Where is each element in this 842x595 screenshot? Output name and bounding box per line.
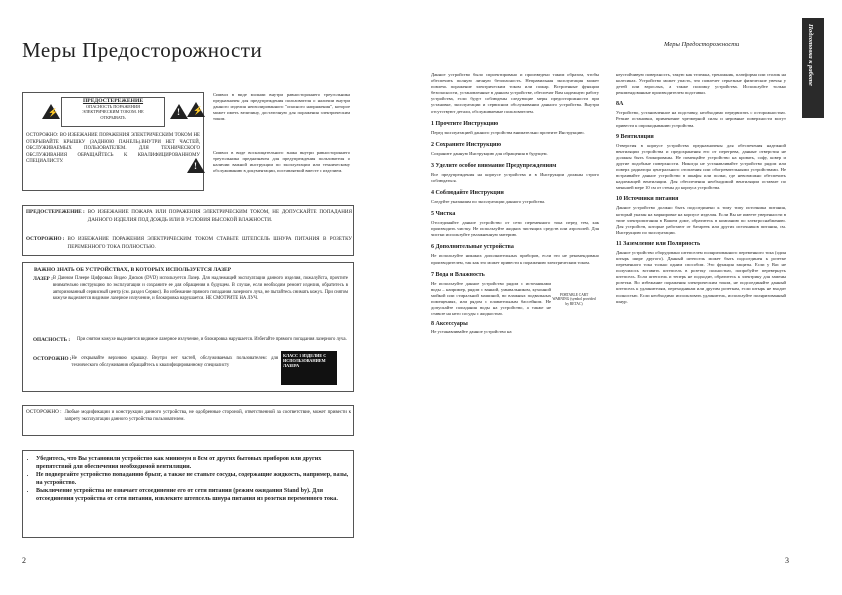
bolt-symbol-text: Символ в виде молнии внутри равностороннего треугольника предназначен для предупреждения пользователя о наличии внутри данного изделия неизолированного "опасного напряжения", которое может иметь величину, достаточную для поражения электрическим током. <box>213 92 350 122</box>
section-heading: 8A <box>616 101 624 108</box>
warning-label-box <box>48 97 180 127</box>
laser-text: В Данном Плеере Цифровых Видео Дисков (DVD) используется Лазер. Для надлежащей эксплуатации данного изделия, пожалуйста, прочтите внимательно инструкцию по эксплуатации и сохраните ее для обращения в будущем. В случае, если необходим ремонт изделия, обратитесь в авторизованный сервисный центр (см. раздел Сервис). Во избежание прямого попадания лазерного луча, не пытайтесь снимать кожух. При снятом кожухе выделяется видимое лазерное излучение, и блокировка нарушается. НЕ СМОТРИТЕ НА ЛУЧ. <box>52 276 348 302</box>
bullet-box <box>22 450 354 538</box>
section-text: Данное устройство должно быть подсоединено к тому типу источника питания, который указан на маркировке на корпусе изделия. Если Вы не имеете уверенности в типе электропитания в Вашем доме, обратитесь в компанию по электроснабжению. Для устройств, которые работают от батареек или других источников питания, см. Инструкцию по эксплуатации. <box>616 205 786 235</box>
section-text: Перед эксплуатацией данного устройства внимательно прочтите Инструкцию. <box>431 129 585 135</box>
side-tab-label: Подготовка к работе <box>807 24 814 86</box>
warning-title: ПРЕДОСТЕРЕЖЕНИЕ <box>82 98 144 104</box>
section-heading: 6 Дополнительные устройства <box>431 244 514 251</box>
bullet-item: • Выключение устройства не означает отсоединение его от сети питания (режим ожидания Stand by). Для отсоединения устройства от сети питания, извлеките штепсель шнура питания из розетки переменного тока. <box>36 487 350 503</box>
exclamation-icon: ! <box>170 104 188 119</box>
section-text: Все предупреждения на корпусе устройства и в Инструкции должны строго соблюдаться. <box>431 171 599 183</box>
exclamation-symbol-text: Символ в виде восклицательного знака внутри равностороннего треугольника предназначен для предупреждения пользователя о наличии важной инструкции по эксплуатации или техническому обслуживанию в документации, поставляемой вместе с изделием. <box>213 150 350 174</box>
bullet-item: • Убедитесь, что Вы установили устройство как минимум в 8см от других бытовых приборов или других препятствий для обеспечения необходимой вентиляции. <box>36 455 350 471</box>
section-text: Не устанавливайте данное устройство на <box>431 329 512 335</box>
fire-warning-label: ПРЕДОСТЕРЕЖЕНИЕ : <box>26 209 85 215</box>
section-text: Устройство, установленное на подставку, необходимо передвигать с осторожностью. Резкие остановки, применение чрезмерной силы и неровные поверхности могут привести к опрокидыванию устройства. <box>616 110 786 128</box>
section-heading: 11 Заземление или Полярность <box>616 240 701 247</box>
section-heading: 4 Соблюдайте Инструкции <box>431 190 504 197</box>
modification-text: Любые модификации и конструкции данного устройства, не одобренные стороной, ответственной за соответствие, может привести к запрету эксплуатации данного устройства пользователем. <box>64 410 351 422</box>
section-heading: 9 Вентиляция <box>616 133 654 140</box>
bullet-item: • Не подвергайте устройство попаданию брызг, а также не ставьте сосуды, содержащие жидкость, например, вазы, на устройство. <box>36 471 350 487</box>
modification-label: ОСТОРОЖНО : <box>26 409 62 415</box>
modification-box <box>22 405 354 436</box>
laser-box <box>22 262 354 392</box>
running-head: Меры Предосторожности <box>664 41 740 48</box>
bolt-icon: ⚡ <box>42 104 60 119</box>
page-title: Меры Предосторожности <box>22 38 263 62</box>
warning-box <box>22 92 204 191</box>
section-heading: 8 Аксессуары <box>431 321 468 328</box>
warning-caution: ОСТОРОЖНО: ВО ИЗБЕЖАНИЕ ПОРАЖЕНИЯ ЭЛЕКТРИЧЕСКИМ ТОКОМ НЕ ОТКРЫВАЙТЕ КРЫШКУ (ЗАДНЮЮ ПАНЕЛЬ).ВНУТРИ НЕТ ЧАСТЕЙ, ОБСЛУЖИВАЕМЫХ ПОЛЬЗОВАТЕЛЕМ. ДЛЯ ТЕХНИЧЕСКОГО ОБСЛУЖИВАНИЯ ОБРАЩАЙТЕСЬ К КВАЛИФИЦИРОВАННОМУ СПЕЦИАЛИСТУ. <box>26 133 200 164</box>
section-heading: 2 Сохраните Инструкцию <box>431 141 502 148</box>
column-2 <box>616 72 786 305</box>
page-number-right: 3 <box>785 556 789 565</box>
portable-cart-warning: PORTABLE CART WARNING (symbol provided by RETAC) <box>552 292 596 306</box>
plug-warning-text: ВО ИЗБЕЖАНИЕ ПОРАЖЕНИЯ ЭЛЕКТРИЧЕСКИМ ТОКОМ СТАВЬТЕ ШТЕПСЕЛЬ ШНУРА ПИТАНИЯ В РОЗЕТКУ ПЕРЕМЕННОГО ТОКА ПОЛНОСТЬЮ. <box>67 236 352 250</box>
section-heading: 5 Чистка <box>431 211 456 218</box>
danger-text: При снятом кожухе выделяется видимое лазерное излучение, и блокировка нарушается. Избегайте прямого попадания лазерного луча. <box>77 337 347 342</box>
column-1 <box>431 72 599 335</box>
laser-title: ВАЖНО ЗНАТЬ ОБ УСТРОЙСТВАХ, В КОТОРЫХ ИСПОЛЬЗУЕТСЯ ЛАЗЕР <box>34 267 232 273</box>
section-text: Сохраните данную Инструкцию для обращения в будущем. <box>431 150 548 156</box>
side-tab <box>802 18 824 118</box>
section-text: Отсоединяйте данное устройство от сети переменного тока перед тем, как производить чистку. Не используйте жидких чистящих средств или аэрозолей. Для чистки используйте увлажненную материю. <box>431 220 599 238</box>
section-heading: 7 Вода и Влажность <box>431 271 485 278</box>
cover-text: Не открывайте верхнюю крышку. Внутри нет частей, обслуживаемых пользователем: для технического обслуживания обращайтесь к квалифицированному специалисту <box>71 356 278 368</box>
fire-warning-box <box>22 205 354 256</box>
class1-laser-label: КЛАСС 1 ИЗДЕЛИЕ С ИСПОЛЬЗОВАНИЕМ ЛАЗЕРА <box>281 351 337 385</box>
cover-label: ОСТОРОЖНО : <box>33 356 72 362</box>
section-heading: 10 Источники питания <box>616 196 679 203</box>
warning-sub: ОПАСНОСТЬ ПОРАЖЕНИЯ ЭЛЕКТРИЧЕСКИМ ТОКОМ. НЕ ОТКРЫВАТЬ <box>82 104 144 120</box>
fire-warning-text: ВО ИЗБЕЖАНИЕ ПОЖАРА ИЛИ ПОРАЖЕНИЯ ЭЛЕКТРИЧЕСКИМ ТОКОМ, НЕ ДОПУСКАЙТЕ ПОПАДАНИЯ ДАННОГО ИЗДЕЛИЯ ПОД ДОЖДЬ ИЛИ В УСЛОВИЯ ВЫСОКОЙ ВЛАЖНОСТИ. <box>87 209 352 223</box>
section-text: Данное устройство оборудовано штепселем поляризованного переменного тока (один штырь шире другого). Данный штепсель может быть подсоединен к розетке переменного тока только одним способом. Это функция защиты. Если у Вас не получилось вставить штепсель в розетку полностью, попробуйте перевернуть штепсель. Если штепсель и теперь не подходит, обратитесь к электрику для замены розетки. Во избежание поражения электрическим током, не подсоединяйте данный штепсель к удлинителям, переходникам или другим розеткам, если штырь не входит полностью. Если необходимо использовать удлинитель, используйте поляризованный шнур. <box>616 249 786 304</box>
section-text: Не используйте никаких дополнительных приборов, если это не рекомендовано производителем, так как это может привести к поражению электрическим током. <box>431 253 599 265</box>
laser-label: ЛАЗЕР : <box>33 276 53 282</box>
section-text: Отверстия в корпусе устройства предназначены для обеспечения надежной вентиляции устройства и предохранения его от перегрева, данные отверстия не должны быть блокированы. Не помещайте устройство на кровать, софу, ковер и другие подобные поверхности. Никогда не устанавливайте устройство рядом или поверх радиатора центрального отопления или обогревательными устройствами. Не встраивайте данное устройство в шкафы или полки, где невозможно обеспечить надлежащей вентиляции. Для обеспечения необходимой вентиляции оставьте по меньшей мере 10 см от стены до корпуса устройства. <box>616 142 786 191</box>
section-heading: 3 Уделите особое внимание Предупреждениям <box>431 162 557 169</box>
section-text: Не используйте данное устройство рядом с источниками воды – например, рядом с ванной, умывальником, кухонной мойкой или стиральной машиной, во влажных подвальных помещениях, или рядом с плавательным бассейном. Не допускайте попадания воды на устройство, а также не ставьте на него сосуды с жидкостью. <box>431 280 551 317</box>
plug-warning-label: ОСТОРОЖНО : <box>26 236 65 242</box>
section-heading: 1 Прочтите Инструкцию <box>431 120 499 127</box>
exclamation-icon: ! <box>187 158 205 173</box>
intro-text: Данное устройство было спроектировано и произведено таким образом, чтобы обеспечить полную личную безопасность. Неправильная эксплуатация может повлечь поражение электрическим током или пожар. Встроенные функции безопасности, установленные в данном устройстве, обеспечат Вам надежную работу устройства, если будут соблюдены следующие меры предосторожности при установке, эксплуатации и сервисном обслуживании данного устройства. Внутри отсутствуют детали, обслуживаемые пользователем. <box>431 72 599 114</box>
section-text: неустойчивую поверхность, такую как тележка, треножник, платформа или столик на колесиках. Устройство может упасть, что повлечет серьезные физические увечья у детей или взрослых, а также поломку устройства. Используйте только рекомендованные производителем подставки. <box>616 72 786 96</box>
danger-label: ОПАСНОСТЬ : <box>33 337 71 343</box>
bolt-icon: ⚡ <box>187 102 205 117</box>
section-text: Следуйте указаниям по эксплуатации данного устройства. <box>431 199 546 205</box>
page-number-left: 2 <box>22 556 26 565</box>
